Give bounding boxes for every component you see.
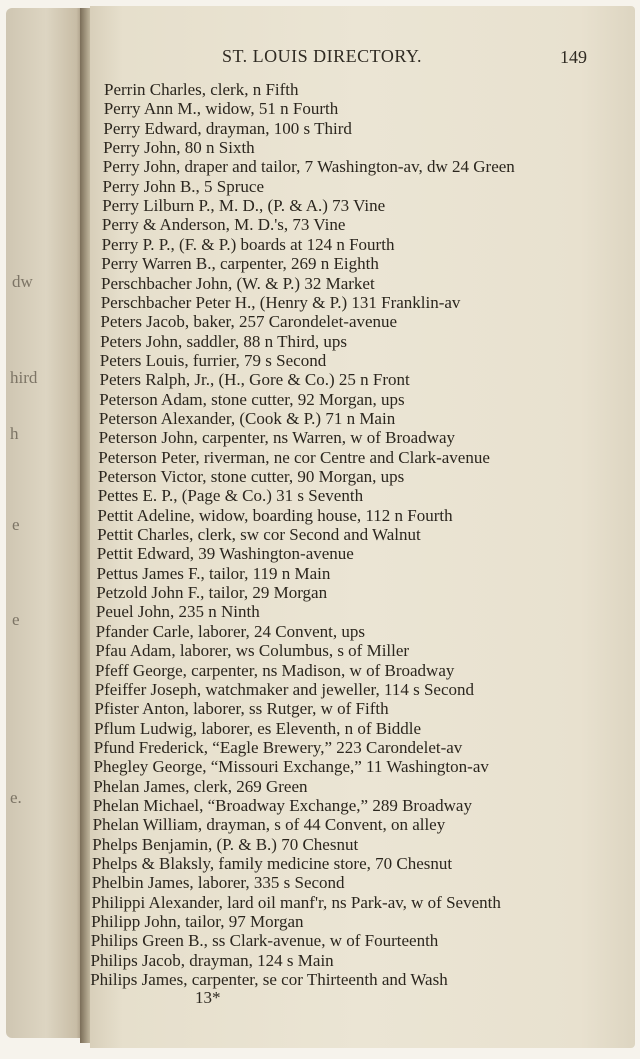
directory-entry: Pfander Carle, laborer, 24 Convent, ups: [95, 621, 365, 641]
directory-entry: Peters Louis, furrier, 79 s Second: [99, 350, 327, 370]
directory-entry: Phelan James, clerk, 269 Green: [93, 776, 308, 796]
directory-entry: Pfeiffer Joseph, watchmaker and jeweller, 114 s Second: [94, 679, 475, 699]
directory-entry: Perry John B., 5 Spruce: [102, 176, 264, 196]
directory-entry: Perry Ann M., widow, 51 n Fourth: [103, 99, 339, 119]
directory-entry: Phelps & Blaksly, family medicine store, 70 Chesnut: [92, 854, 453, 873]
directory-entry: Peterson Adam, stone cutter, 92 Morgan, ups: [99, 389, 405, 409]
directory-entry: Phelps Benjamin, (P. & B.) 70 Chesnut: [92, 834, 359, 854]
left-page-fragment: hird: [10, 368, 38, 387]
directory-entry: Perry P. P., (F. & P.) boards at 124 n Fourth: [101, 234, 395, 254]
left-page-fragment: dw: [12, 272, 33, 291]
directory-entry: Peters John, saddler, 88 n Third, ups: [100, 331, 347, 351]
directory-entry: Pflum Ludwig, laborer, es Eleventh, n of Biddle: [94, 718, 422, 738]
directory-entry: Phelan Michael, “Broadway Exchange,” 289 Broadway: [92, 795, 472, 815]
directory-entry: Philips Green B., ss Clark-avenue, w of Fourteenth: [90, 931, 439, 951]
directory-entry: Philips James, carpenter, se cor Thirteenth and Wash: [90, 970, 448, 990]
directory-entry: Perry & Anderson, M. D.'s, 73 Vine: [101, 215, 346, 235]
page-number: 149: [560, 47, 587, 67]
directory-entry: Perry Edward, drayman, 100 s Third: [103, 118, 352, 138]
directory-entry: Perschbacher Peter H., (Henry & P.) 131 Franklin-av: [100, 292, 461, 312]
left-page-fragment: e: [12, 515, 20, 534]
left-page-fragment: h: [10, 424, 19, 443]
directory-entry: Perry Lilburn P., M. D., (P. & A.) 73 Vine: [102, 196, 386, 216]
directory-entry: Peterson Victor, stone cutter, 90 Morgan, ups: [98, 467, 405, 486]
directory-entry: Pfau Adam, laborer, ws Columbus, s of Miller: [95, 641, 410, 661]
running-header-title: ST. LOUIS DIRECTORY.: [222, 46, 423, 66]
directory-entry: Peterson John, carpenter, ns Warren, w of Broadway: [98, 428, 456, 448]
directory-entry: Pettit Adeline, widow, boarding house, 112 n Fourth: [97, 505, 453, 525]
directory-entry: Philipp John, tailor, 97 Morgan: [91, 912, 304, 932]
directory-entry: Perry Warren B., carpenter, 269 n Eighth: [101, 254, 379, 274]
left-page-fragment: e.: [10, 788, 22, 807]
directory-entry: Pettes E. P., (Page & Co.) 31 s Seventh: [97, 486, 364, 506]
directory-entry: Perry John, 80 n Sixth: [103, 138, 255, 158]
directory-entry: Peters Ralph, Jr., (H., Gore & Co.) 25 n Front: [99, 370, 410, 390]
directory-entry: Perry John, draper and tailor, 7 Washington-av, dw 24 Green: [102, 157, 515, 177]
directory-entry: Philips Jacob, drayman, 124 s Main: [90, 950, 334, 970]
directory-entry: Pettit Charles, clerk, sw cor Second and Walnut: [97, 525, 421, 545]
directory-entry: Philippi Alexander, lard oil manf'r, ns Park-av, w of Seventh: [91, 892, 501, 912]
directory-entry: Pettit Edward, 39 Washington-avenue: [96, 544, 354, 564]
directory-entry: Phelan William, drayman, s of 44 Convent, on alley: [92, 815, 446, 835]
left-page-fragment: e: [12, 610, 20, 629]
directory-entry: Perrin Charles, clerk, n Fifth: [104, 80, 299, 99]
directory-entry: Peterson Peter, riverman, ne cor Centre and Clark-avenue: [98, 447, 490, 467]
directory-entry: Peters Jacob, baker, 257 Carondelet-avenue: [100, 312, 398, 332]
directory-entry: Phegley George, “Missouri Exchange,” 11 Washington-av: [93, 757, 489, 777]
directory-entry: Pettus James F., tailor, 119 n Main: [96, 563, 331, 583]
directory-entry: Peterson Alexander, (Cook & P.) 71 n Main: [98, 408, 396, 428]
directory-entry: Perschbacher John, (W. & P.) 32 Market: [101, 273, 375, 293]
signature-mark: 13*: [195, 988, 221, 1007]
directory-entry: Peuel John, 235 n Ninth: [95, 602, 260, 622]
directory-entry: Pfister Anton, laborer, ss Rutger, w of Fifth: [94, 699, 389, 719]
directory-entry: Pfeff George, carpenter, ns Madison, w of Broadway: [95, 660, 455, 680]
directory-entry: Pfund Frederick, “Eagle Brewery,” 223 Carondelet-av: [93, 737, 463, 757]
directory-entry: Petzold John F., tailor, 29 Morgan: [96, 583, 328, 603]
directory-entry: Phelbin James, laborer, 335 s Second: [91, 873, 345, 893]
